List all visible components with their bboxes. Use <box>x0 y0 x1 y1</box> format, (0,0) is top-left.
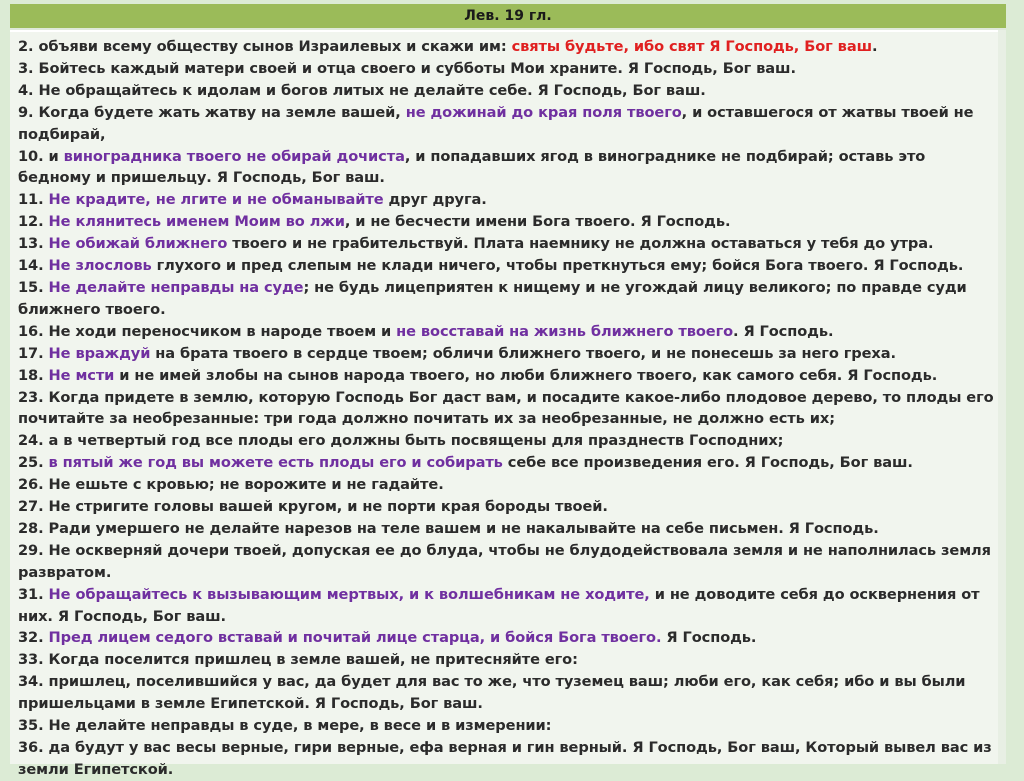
verse-text: 25. <box>18 454 49 472</box>
verse-highlight: Не злословь <box>48 257 152 275</box>
verse-text: 13. <box>18 235 49 253</box>
slide-frame <box>10 4 1006 778</box>
verse-item <box>18 58 994 80</box>
verses-list <box>10 30 998 778</box>
verse-item <box>18 649 994 671</box>
verse-text: 17. <box>18 344 49 362</box>
verse-highlight: не восставай на жизнь ближнего твоего <box>396 322 734 340</box>
verse-highlight: Пред лицем седого вставай и почитай лице старца, и бойся Бога твоего. <box>48 629 662 647</box>
verse-text: . Я Господь. <box>733 322 834 340</box>
verse-item <box>18 584 994 628</box>
verse-text: 24. а в четвертый год все плоды его должны быть посвящены для празднеств Господних; <box>18 432 784 450</box>
verse-text: 23. Когда придете в землю, которую Господь Бог даст вам, и посадите какое-либо плодовое дерево, то плоды его почитайте за необрезанные: три года должно почитать их за необрезанные, не должно есть их; <box>18 388 994 428</box>
verse-item <box>18 277 994 321</box>
verse-item <box>18 80 994 102</box>
verse-text: глухого и пред слепым не клади ничего, чтобы преткнуться ему; бойся Бога твоего. Я Господь. <box>151 257 964 275</box>
verse-item <box>18 737 994 781</box>
verse-item <box>18 540 994 584</box>
verse-item <box>18 211 994 233</box>
verse-highlight: Не делайте неправды на суде <box>48 278 304 296</box>
verse-highlight: виноградника твоего не обирай дочиста <box>63 147 405 165</box>
verse-text: 2. объяви всему обществу сынов Израилевых и скажи им: <box>18 38 512 55</box>
verse-item <box>18 321 994 343</box>
verse-text: 34. пришлец, поселившийся у вас, да будет для вас то же, что туземец ваш; люби его, как себя; ибо и вы были пришельцами в земле Египетской. Я Господь, Бог ваш. <box>18 673 966 713</box>
verse-text: . <box>871 38 878 55</box>
verse-highlight: в пятый же год вы можете есть плоды его и собирать <box>48 454 503 472</box>
verse-item <box>18 233 994 255</box>
verse-text: твоего и не грабительствуй. Плата наемнику не должна оставаться у тебя до утра. <box>227 235 934 253</box>
chapter-title: Лев. 19 гл. <box>464 8 552 24</box>
verse-item <box>18 430 994 452</box>
verse-text: 9. Когда будете жать жатву на земле вашей, <box>18 103 406 121</box>
verse-item <box>18 189 994 211</box>
verse-highlight: Не обращайтесь к вызывающим мертвых, и к волшебникам не ходите, <box>48 585 650 603</box>
verse-text: 12. <box>18 213 49 231</box>
chapter-header <box>10 4 1006 28</box>
verse-text: ; не будь лицеприятен к нищему и не угождай лицу великого; по правде суди ближнего твоего. <box>18 278 967 318</box>
verse-text: 31. <box>18 585 49 603</box>
verse-text: 35. Не делайте неправды в суде, в мере, в весе и в измерении: <box>18 717 552 735</box>
verse-text: 3. Бойтесь каждый матери своей и отца своего и субботы Мои храните. Я Господь, Бог ваш. <box>18 59 796 77</box>
verse-item <box>18 365 994 387</box>
verse-text: себе все произведения его. Я Господь, Бог ваш. <box>502 454 913 472</box>
verse-text: 16. Не ходи переносчиком в народе твоем и <box>18 322 397 340</box>
verse-item <box>18 671 994 715</box>
verse-text: 36. да будут у вас весы верные, гири верные, ефа верная и гин верный. Я Господь, Бог ваш, Который вывел вас из земли Египетской. <box>18 739 992 778</box>
verse-highlight: святы будьте, ибо свят Я Господь, Бог ваш <box>511 38 872 55</box>
verse-item <box>18 255 994 277</box>
verse-text: 27. Не стригите головы вашей кругом, и не порти края бороды твоей. <box>18 498 608 516</box>
verse-item <box>18 496 994 518</box>
verse-item <box>18 343 994 365</box>
verse-text: 4. Не обращайтесь к идолам и богов литых не делайте себе. Я Господь, Бог ваш. <box>18 81 706 99</box>
verse-text: и не имей злобы на сынов народа твоего, но люби ближнего твоего, как самого себя. Я Господь. <box>114 366 938 384</box>
verse-item <box>18 627 994 649</box>
verse-item <box>18 518 994 540</box>
verse-text: 28. Ради умершего не делайте нарезов на теле вашем и не накалывайте на себе письмен. Я Господь. <box>18 519 879 537</box>
verse-text: 29. Не оскверняй дочери твоей, допуская ее до блуда, чтобы не блудодействовала земля и не наполнилась земля развратом. <box>18 541 991 581</box>
verse-text: и не доводите себя до осквернения от них. Я Господь, Бог ваш. <box>18 585 980 625</box>
scrollbar[interactable] <box>998 30 1006 764</box>
verse-text: , и оставшегося от жатвы твоей не подбирай, <box>18 103 974 143</box>
verse-item <box>18 102 994 146</box>
verse-highlight: не дожинай до края поля твоего <box>405 103 682 121</box>
verse-item <box>18 36 994 58</box>
verse-text: 18. <box>18 366 49 384</box>
verse-text: , и не бесчести имени Бога твоего. Я Господь. <box>344 213 731 231</box>
verse-item <box>18 387 994 431</box>
verse-text: 15. <box>18 278 49 296</box>
verse-text: Я Господь. <box>661 629 757 647</box>
verse-highlight: Не обижай ближнего <box>48 235 228 253</box>
verse-text: 26. Не ешьте с кровью; не ворожите и не гадайте. <box>18 476 444 494</box>
verse-item <box>18 452 994 474</box>
verse-text: 14. <box>18 257 49 275</box>
verse-text: 11. <box>18 191 49 209</box>
verse-text: 33. Когда поселится пришлец в земле вашей, не притесняйте его: <box>18 651 578 669</box>
verse-text: , и попадавших ягод в винограднике не подбирай; оставь это бедному и пришельцу. Я Господь, Бог ваш. <box>18 147 926 187</box>
verse-text: 10. и <box>18 147 64 165</box>
verse-text: 32. <box>18 629 49 647</box>
verse-item <box>18 474 994 496</box>
verse-item <box>18 146 994 190</box>
verse-highlight: Не мсти <box>48 366 115 384</box>
verse-highlight: Не клянитесь именем Моим во лжи <box>48 213 345 231</box>
verse-item <box>18 715 994 737</box>
verse-text: друг друга. <box>383 191 487 209</box>
verse-highlight: Не враждуй <box>48 344 151 362</box>
verse-highlight: Не крадите, не лгите и не обманывайте <box>48 191 384 209</box>
verse-text: на брата твоего в сердце твоем; обличи ближнего твоего, и не понесешь за него греха. <box>150 344 896 362</box>
